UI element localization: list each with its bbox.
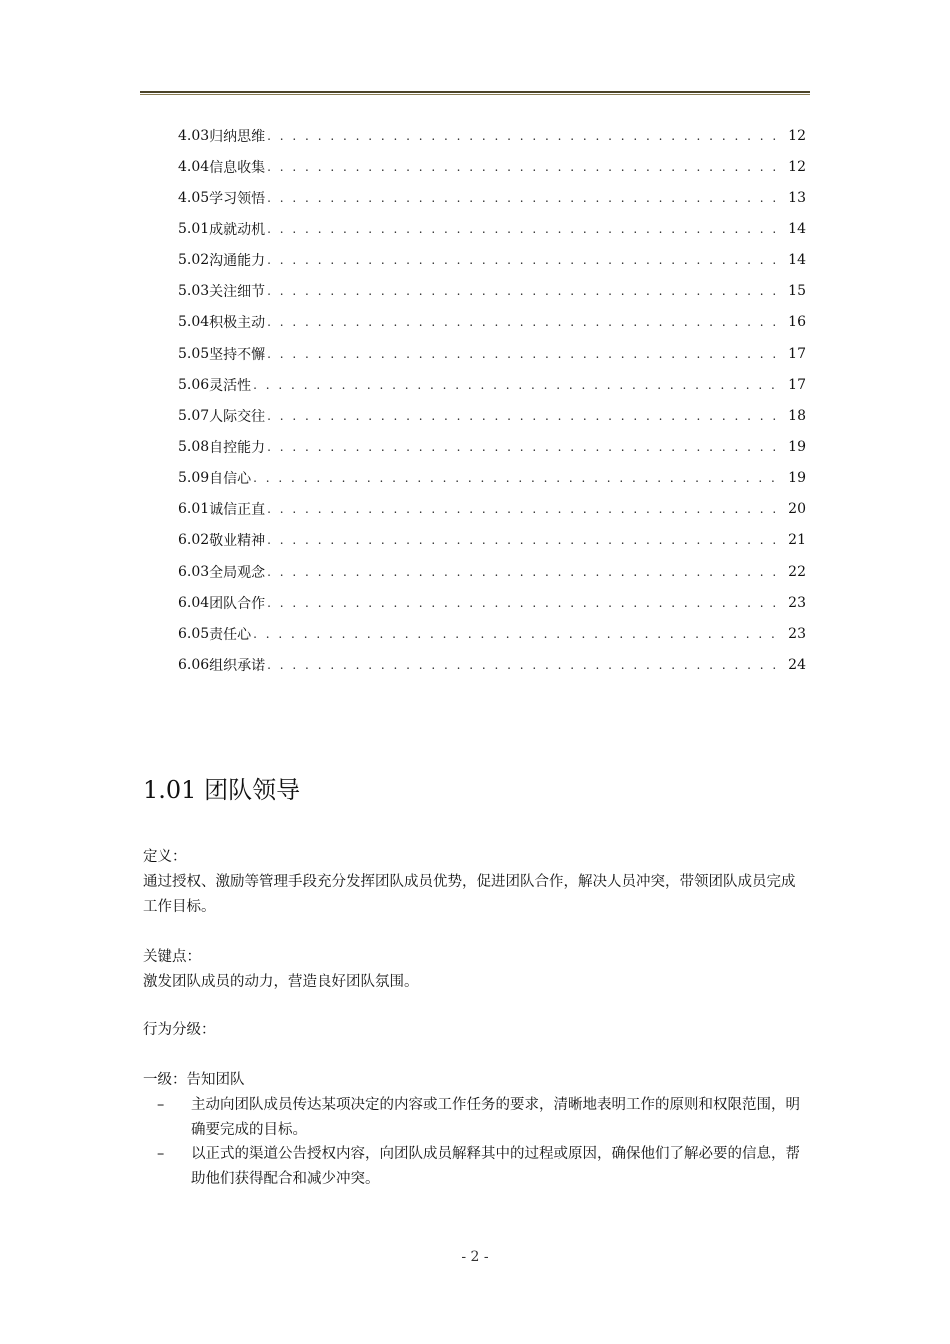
bullet-item <box>143 1142 808 1192</box>
toc-entry[interactable] <box>178 307 808 338</box>
toc-entry-title: 团队合作 <box>209 595 266 612</box>
toc-entry-title: 责任心 <box>209 626 252 643</box>
toc-entry-page: 12 <box>788 127 806 144</box>
toc-entry-page: 18 <box>788 407 806 424</box>
toc-entry-number: 6.03 <box>178 563 210 580</box>
toc-entry-page: 20 <box>788 501 806 518</box>
toc-entry-number: 4.03 <box>178 127 210 144</box>
toc-leader-dots <box>267 409 778 423</box>
toc-entry-title: 诚信正直 <box>209 502 266 519</box>
section-heading: 1.01 团队领导 <box>143 776 301 804</box>
keypoint-text: 激发团队成员的动力，营造良好团队氛围。 <box>143 974 419 990</box>
toc-leader-dots <box>267 160 778 174</box>
toc-entry-number: 5.09 <box>178 470 210 487</box>
toc-entry-page: 14 <box>788 220 806 237</box>
toc-leader-dots <box>267 129 778 143</box>
toc-entry-title: 全局观念 <box>209 564 266 581</box>
toc-leader-dots <box>267 222 778 236</box>
toc-entry[interactable] <box>178 525 808 556</box>
toc-entry-number: 5.07 <box>178 407 210 424</box>
toc-entry[interactable] <box>178 431 808 462</box>
toc-entry[interactable] <box>178 120 808 151</box>
toc-entry-number: 4.04 <box>178 158 210 175</box>
toc-entry-title: 关注细节 <box>209 284 266 301</box>
toc-leader-dots <box>267 658 778 672</box>
toc-entry-number: 5.02 <box>178 252 210 269</box>
toc-entry[interactable] <box>178 151 808 182</box>
toc-leader-dots <box>267 347 778 361</box>
toc-entry-page: 22 <box>788 563 806 580</box>
toc-entry[interactable] <box>178 338 808 369</box>
header-rule-thin <box>140 94 810 95</box>
toc-entry[interactable] <box>178 463 808 494</box>
header-rule <box>140 91 810 93</box>
toc-entry-page: 21 <box>788 532 806 549</box>
bullet-dash: – <box>157 1146 165 1162</box>
toc-entry-page: 17 <box>788 345 806 362</box>
toc-entry-number: 6.05 <box>178 625 210 642</box>
toc-entry-page: 17 <box>788 376 806 393</box>
bullet-text: 以正式的渠道公告授权内容，向团队成员解释其中的过程或原因，确保他们了解必要的信息，帮助他们获得配合和减少冲突。 <box>191 1146 800 1187</box>
toc-leader-dots <box>267 502 778 516</box>
toc-entry-number: 5.01 <box>178 220 210 237</box>
levels-label: 行为分级： <box>143 1022 216 1038</box>
toc-entry[interactable] <box>178 245 808 276</box>
toc-entry-title: 沟通能力 <box>209 253 266 270</box>
toc-entry[interactable] <box>178 618 808 649</box>
toc-leader-dots <box>267 596 778 610</box>
toc-entry-number: 6.01 <box>178 501 210 518</box>
bullet-dash: – <box>157 1097 165 1113</box>
toc-entry-title: 自信心 <box>209 471 252 488</box>
toc-entry[interactable] <box>178 276 808 307</box>
toc-leader-dots <box>267 284 778 298</box>
toc-entry-page: 23 <box>788 594 806 611</box>
toc-leader-dots <box>267 533 778 547</box>
bullet-text: 主动向团队成员传达某项决定的内容或工作任务的要求，清晰地表明工作的原则和权限范围，明确要完成的目标。 <box>191 1097 800 1138</box>
toc-entry-title: 积极主动 <box>209 315 266 332</box>
definition-label: 定义： <box>143 849 187 865</box>
toc-entry-title: 信息收集 <box>209 159 266 176</box>
table-of-contents <box>178 120 808 681</box>
toc-entry-number: 6.04 <box>178 594 210 611</box>
toc-entry-title: 归纳思维 <box>209 128 266 145</box>
toc-entry-page: 19 <box>788 438 806 455</box>
toc-leader-dots <box>267 253 778 267</box>
toc-entry[interactable] <box>178 182 808 213</box>
keypoint-label: 关键点： <box>143 949 201 965</box>
toc-entry-number: 5.04 <box>178 314 210 331</box>
toc-leader-dots <box>267 315 778 329</box>
toc-entry-title: 坚持不懈 <box>209 346 266 363</box>
toc-leader-dots <box>253 378 778 392</box>
toc-entry-title: 灵活性 <box>209 377 252 394</box>
toc-entry-page: 19 <box>788 470 806 487</box>
toc-leader-dots <box>253 471 778 485</box>
definition-text: 通过授权、激励等管理手段充分发挥团队成员优势，促进团队合作，解决人员冲突，带领团队成员完成工作目标。 <box>143 874 796 915</box>
toc-leader-dots <box>267 440 778 454</box>
toc-entry-title: 组织承诺 <box>209 657 266 674</box>
toc-entry-title: 学习领悟 <box>209 190 266 207</box>
toc-entry[interactable] <box>178 556 808 587</box>
toc-entry-title: 敬业精神 <box>209 533 266 550</box>
toc-entry-number: 6.02 <box>178 532 210 549</box>
toc-entry-number: 5.05 <box>178 345 210 362</box>
toc-entry[interactable] <box>178 649 808 680</box>
toc-entry-page: 23 <box>788 625 806 642</box>
toc-entry-page: 15 <box>788 283 806 300</box>
toc-entry-title: 人际交往 <box>209 408 266 425</box>
toc-entry[interactable] <box>178 369 808 400</box>
toc-entry-number: 5.08 <box>178 438 210 455</box>
page-number: - 2 - <box>461 1249 489 1265</box>
level1-label: 一级：告知团队 <box>143 1072 245 1088</box>
toc-entry-number: 4.05 <box>178 189 210 206</box>
bullet-item <box>143 1093 808 1143</box>
toc-entry[interactable] <box>178 400 808 431</box>
toc-entry-title: 成就动机 <box>209 221 266 238</box>
toc-entry[interactable] <box>178 587 808 618</box>
toc-entry-page: 13 <box>788 189 806 206</box>
toc-leader-dots <box>267 191 778 205</box>
toc-entry-title: 自控能力 <box>209 439 266 456</box>
toc-entry[interactable] <box>178 213 808 244</box>
toc-entry-number: 5.06 <box>178 376 210 393</box>
toc-leader-dots <box>267 565 778 579</box>
toc-entry-page: 14 <box>788 252 806 269</box>
toc-entry[interactable] <box>178 494 808 525</box>
toc-entry-page: 24 <box>788 656 806 673</box>
toc-entry-page: 16 <box>788 314 806 331</box>
toc-entry-number: 5.03 <box>178 283 210 300</box>
toc-entry-number: 6.06 <box>178 656 210 673</box>
toc-leader-dots <box>253 627 778 641</box>
toc-entry-page: 12 <box>788 158 806 175</box>
